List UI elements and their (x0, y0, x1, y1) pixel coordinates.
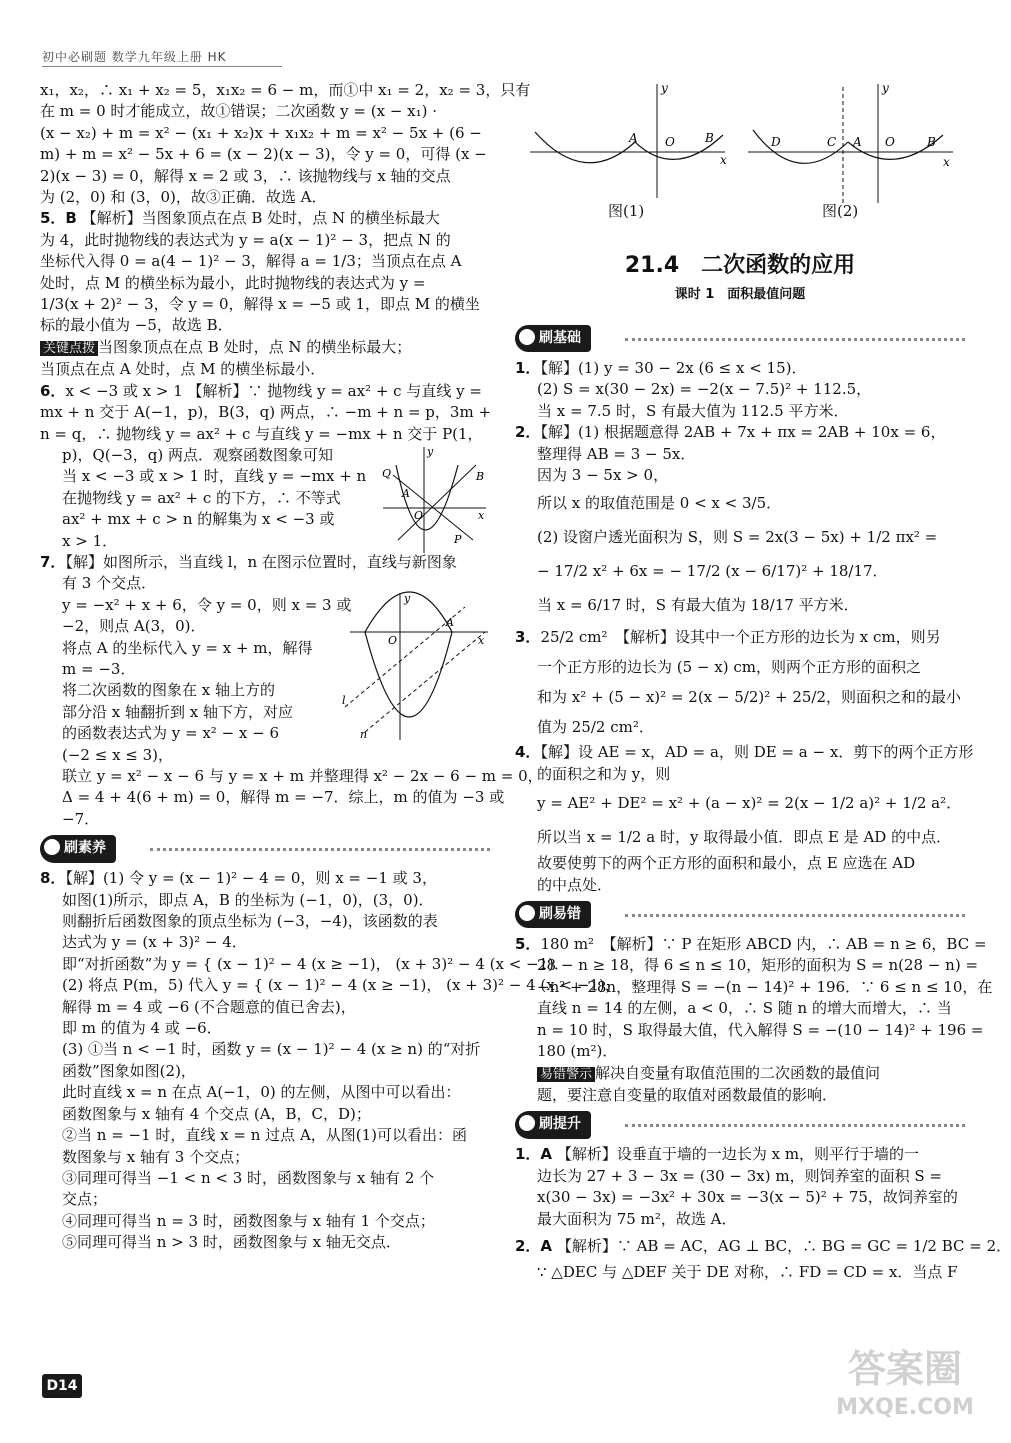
dotted-divider (625, 914, 965, 917)
answer-number: 8． (40, 869, 66, 888)
text-line: 所以当 x = 1/2 a 时，y 取得最小值．即点 E 是 AD 的中点． (537, 828, 952, 847)
text-line: y = AE² + DE² = x² + (a − x)² = 2(x − 1/2 a)² + 1/2 a²． (537, 794, 962, 813)
text-line: x(30 − 3x) = −3x² + 30x = −3(x − 5)² + 75，故饲养室的 (537, 1188, 958, 1207)
text-line: 【解】(1) y = 30 − 2x (6 ≤ x < 15)． (540, 359, 807, 377)
section-tag: 刷易错 (515, 901, 591, 928)
fig2-label-x: x (943, 155, 950, 169)
fig1-label-y: y (661, 81, 668, 95)
text-line: 一个正方形的边长为 (5 − x) cm，则两个正方形的面积之 (537, 658, 921, 677)
figure-2 (743, 80, 955, 205)
text-line: ②当 n = −1 时，直线 x = n 过点 A，从图(1)可以看出：函 (62, 1126, 468, 1145)
dotted-divider (150, 848, 490, 851)
text-line: 则翻折后函数图象的顶点坐标为 (−3，−4)，该函数的表 (62, 912, 438, 931)
text-line: 【解析】∵ AB = AC，AG ⊥ BC，∴ BG = GC = 1/2 BC = 2． (556, 1236, 1011, 1255)
fig2-label-y: y (882, 81, 889, 95)
text-line: 【解】设 AE = x，AD = a，则 DE = a − x．剪下的两个正方形 (540, 743, 974, 762)
answer-number: 2．A (515, 1236, 553, 1255)
answer-number: 5． (515, 935, 541, 954)
text-line: 25/2 cm² 【解析】设其中一个正方形的边长为 x cm，则另 (540, 628, 941, 647)
text-line: 在 m = 0 时才能成立，故①错误；二次函数 y = (x − x₁) · (40, 102, 438, 121)
text-line: 题，要注意自变量的取值对函数最值的影响． (537, 1085, 838, 1104)
answer-number: 5．B (40, 209, 77, 228)
section-tag: 刷基础 (515, 325, 591, 352)
text-line: (2) 设窗户透光面积为 S，则 S = 2x(3 − 5x) + 1/2 πx² = (537, 528, 938, 547)
text-line: 故要使剪下的两个正方形的面积和最小，点 E 应选在 AD (537, 854, 916, 873)
figure-1-caption: 图(1) (608, 202, 645, 220)
tip-label: 易错警示 (537, 1067, 595, 1082)
text-line: m) + m = x² − 5x + 6 = (x − 2)(x − 3)，令 y = 0，可得 (x − (40, 145, 487, 164)
text-line: 180 m² 【解析】∵ P 在矩形 ABCD 内，∴ AB = n ≥ 6，BC = (540, 935, 987, 954)
text-line: 直线 n = 14 的左侧，a < 0，∴ S 随 n 的增大而增大，∴ 当 (537, 999, 952, 1018)
answer-5 (40, 208, 490, 380)
graph-label-b: B (476, 469, 485, 483)
text-line: 交点； (62, 1190, 108, 1209)
fig2-label-c: C (827, 135, 837, 149)
fig2-label-a: A (853, 135, 862, 149)
text-line: ax² + mx + c > n 的解集为 x < −3 或 (62, 510, 335, 529)
q6-graph (378, 445, 488, 555)
text-line: ∵ △DEC 与 △DEF 关于 DE 对称，∴ FD = CD = x．当点 F (537, 1262, 958, 1281)
answer-r4 (515, 742, 974, 896)
text-line: −7． (62, 809, 100, 828)
section-badge-icon (517, 1113, 537, 1133)
text-line: 【解析】设垂直于墙的一边长为 x m，则平行于墙的一 (556, 1145, 920, 1164)
answer-number: 1． (515, 359, 541, 377)
text-line: 将点 A 的坐标代入 y = x + m，解得 (62, 638, 313, 657)
text-line: 将二次函数的图象在 x 轴上方的 (62, 681, 275, 700)
text-line: 数图象与 x 轴有 3 个交点； (62, 1147, 250, 1166)
answer-7 (40, 552, 543, 830)
chapter-title: 21.4 二次函数的应用 (624, 253, 856, 278)
graph-label-x: x (478, 508, 485, 522)
text-line: ⑤同理可得当 n > 3 时，函数图象与 x 轴无交点． (62, 1233, 401, 1252)
text-line: 联立 y = x² − x − 6 与 y = x + m 并整理得 x² − 2x − 6 − m = 0， (62, 767, 543, 785)
graph-label-a: A (446, 615, 454, 629)
text-line: 解得 m = 4 或 −6 (不合题意的值已舍去)， (62, 997, 356, 1016)
q7-graph (340, 592, 490, 742)
graph-label-n: n (360, 727, 368, 741)
right-column (515, 320, 1011, 1283)
dotted-divider (625, 1124, 965, 1127)
text-line: 的函数表达式为 y = x² − x − 6 (62, 724, 280, 743)
graph-label-o: O (414, 508, 424, 522)
figure-pair (525, 80, 955, 230)
text-line: 坐标代入得 0 = a(4 − 1)² − 3，解得 a = 1/3；当顶点在点 A (40, 252, 462, 271)
answer-t1 (515, 1144, 965, 1230)
text-line: 当顶点在点 A 处时，点 M 的横坐标最小． (40, 360, 326, 379)
text-line: 【解析】当图象顶点在点 B 处时，点 N 的横坐标最大 (81, 209, 440, 228)
text-line: (3) ①当 n < −1 时，函数 y = (x − 1)² − 4 (x ≥ n) 的“对折 (62, 1040, 481, 1059)
section-jichu (515, 325, 965, 353)
running-header: 初中必刷题 数学九年级上册 HK (42, 48, 282, 67)
text-line: 1/3(x + 2)² − 3，令 y = 0，解得 x = −5 或 1，即点 M 的横坐 (40, 295, 480, 314)
text-line: 为 (2，0) 和 (3，0)，故③正确．故选 A． (40, 188, 327, 207)
text-line: 当 x = 6/17 时，S 有最大值为 18/17 平方米． (537, 596, 859, 615)
fig2-label-d: D (771, 135, 781, 149)
text-line: 所以 x 的取值范围是 0 < x < 3/5． (537, 494, 782, 513)
text-line: 的面积之和为 y，则 (537, 764, 671, 783)
watermark-text: 答案圈 (847, 1347, 962, 1391)
text-line: 和为 x² + (5 − x)² = 2(x − 5/2)² + 25/2，则面积之和的最小 (537, 688, 962, 707)
answer-r2 (515, 422, 965, 622)
graph-label-l: l (342, 693, 346, 707)
fig1-label-x: x (720, 153, 727, 167)
section-tisheng (515, 1111, 965, 1139)
graph-label-x: x (478, 633, 485, 647)
text-line: 此时直线 x = n 在点 A(−1，0) 的左侧，从图中可以看出： (62, 1083, 461, 1102)
answer-r1 (515, 358, 965, 422)
text-line: x₁，x₂，∴ x₁ + x₂ = 5，x₁x₂ = 6 − m，而①中 x₁ = 2，x₂ = 3，只有 (40, 81, 531, 99)
text-line: m = −3． (62, 659, 136, 678)
text-line: p)，Q(−3，q) 两点．观察函数图象可知 (62, 445, 333, 464)
text-line: 有 3 个交点． (62, 574, 157, 593)
figure-2-caption: 图(2) (822, 202, 859, 220)
text-line: (x − x₂) + m = x² − (x₁ + x₂)x + x₁x₂ + m = x² − 5x + (6 − (40, 123, 482, 142)
figure-1 (525, 80, 730, 200)
graph-label-p: P (454, 532, 462, 546)
text-line: y = −x² + x + 6，令 y = 0，则 x = 3 或 (62, 595, 352, 614)
text-line: x > 1． (62, 531, 118, 550)
answer-r3 (515, 622, 965, 742)
text-line: 如图(1)所示，即点 A，B 的坐标为 (−1，0)，(3，0)． (62, 890, 434, 909)
text-line: −n² + 28n，整理得 S = −(n − 14)² + 196．∵ 6 ≤ n ≤ 10，在 (537, 977, 993, 996)
text-line: 整理得 AB = 3 − 5x． (537, 444, 696, 463)
answer-6 (40, 381, 490, 552)
text-line: x < −3 或 x > 1 【解析】∵ 抛物线 y = ax² + c 与直线 y = (65, 381, 482, 400)
page-number: D14 (42, 1374, 82, 1398)
section-yicuo (515, 901, 965, 929)
section-suyang (40, 835, 490, 863)
answer-number: 6． (40, 381, 66, 400)
text-line: ③同理可得当 −1 < n < 3 时，函数图象与 x 轴有 2 个 (62, 1168, 435, 1187)
graph-label-y: y (404, 591, 411, 605)
text-line: 180 (m²)． (537, 1042, 618, 1061)
section-badge-icon (517, 327, 537, 347)
text-line: mx + n 交于 A(−1，p)，B(3，q) 两点，∴ −m + n = p，3m + (40, 403, 492, 422)
text-line: 部分沿 x 轴翻折到 x 轴下方，对应 (62, 702, 293, 721)
text-line: Δ = 4 + 4(6 + m) = 0，解得 m = −7．综上，m 的值为 −3 或 (62, 788, 505, 807)
section-badge-icon (42, 837, 62, 857)
text-line: 的中点处． (537, 875, 613, 894)
text-line: n = q，∴ 抛物线 y = ax² + c 与直线 y = −mx + n 交于 P(1， (40, 424, 483, 443)
text-line: −2，则点 A(3，0)． (62, 617, 206, 636)
answer-number: 3． (515, 628, 541, 647)
text-line: (2) S = x(30 − 2x) = −2(x − 7.5)² + 112.5， (537, 380, 872, 399)
graph-label-a: A (402, 486, 410, 500)
text-line: 当 x < −3 或 x > 1 时，直线 y = −mx + n (62, 467, 367, 486)
fig1-label-a: A (629, 131, 638, 145)
graph-label-q: Q (382, 466, 392, 480)
section-badge-icon (517, 903, 537, 923)
section-tag: 刷素养 (40, 835, 116, 862)
text-line: (2) 将点 P(m，5) 代入 y = { (x − 1)² − 4 (x ≥ −1)， (x + 3)² − 4 (x < −1)， (62, 976, 620, 995)
text-line: n = 10 时，S 取得最大值，代入解得 S = −(10 − 14)² + 196 = (537, 1020, 984, 1039)
text-line: 当 x = 7.5 时，S 有最大值为 112.5 平方米． (537, 401, 849, 420)
watermark-logo (820, 1345, 990, 1435)
text-line: 标的最小值为 −5，故选 B． (40, 316, 233, 335)
answer-r5 (515, 934, 993, 1106)
text-line: ④同理可得当 n = 3 时，函数图象与 x 轴有 1 个交点； (62, 1211, 435, 1230)
graph-label-o: O (388, 633, 398, 647)
text-line: 【解】(1) 令 y = (x − 1)² − 4 = 0，则 x = −1 或 3， (65, 869, 437, 888)
fig1-label-b: B (705, 131, 714, 145)
prev-answer-continuation (40, 80, 531, 208)
text-line: 为 4，此时抛物线的表达式为 y = a(x − 1)² − 3，把点 N 的 (40, 230, 451, 249)
text-line: (−2 ≤ x ≤ 3)， (62, 745, 174, 764)
text-line: 因为 3 − 5x > 0， (537, 466, 669, 485)
fig2-label-o: O (885, 135, 895, 149)
text-line: 即 m 的值为 4 或 −6． (62, 1019, 222, 1038)
text-line: 边长为 27 + 3 − 3x = (30 − 3x) m，则饲养室的面积 S = (537, 1166, 942, 1185)
watermark-url: MXQE.COM (836, 1395, 974, 1420)
text-line: 函数”图象如图(2)， (62, 1061, 196, 1080)
text-line: 处时，点 M 的横坐标为最小，此时抛物线的表达式为 y = (40, 273, 426, 292)
text-line: 【解】如图所示，当直线 l，n 在图示位置时，直线与新图象 (65, 552, 457, 571)
text-line: − 17/2 x² + 6x = − 17/2 (x − 6/17)² + 18/17． (537, 562, 888, 581)
text-line: 达式为 y = (x + 3)² − 4． (62, 933, 247, 952)
fig1-label-o: O (665, 135, 675, 149)
answer-number: 7． (40, 552, 66, 571)
text-line: 【解】(1) 根据题意得 2AB + 7x + πx = 2AB + 10x = 6， (540, 423, 946, 442)
text-line: 值为 25/2 cm²． (537, 718, 654, 737)
answer-number: 2． (515, 423, 541, 442)
text-line: 函数图象与 x 轴有 4 个交点 (A，B，C，D)； (62, 1104, 371, 1123)
tip-label: 关键点拨 (40, 341, 98, 356)
dotted-divider (625, 338, 965, 341)
text-line: 在抛物线 y = ax² + c 的下方，∴ 不等式 (62, 488, 341, 507)
answer-t2 (515, 1230, 1011, 1283)
text-line: 当图象顶点在点 B 处时，点 N 的横坐标最大； (98, 337, 412, 356)
text-line: 2)(x − 3) = 0，解得 x = 2 或 3，∴ 该抛物线与 x 轴的交点 (40, 166, 451, 185)
text-line: 最大面积为 75 m²，故选 A． (537, 1209, 737, 1228)
lesson-title: 课时 1 面积最值问题 (674, 287, 806, 302)
text-line: 28 − n ≥ 18，得 6 ≤ n ≤ 10，矩形的面积为 S = n(28 − n) = (537, 956, 979, 975)
fig2-label-b: B (927, 135, 936, 149)
answer-number: 4． (515, 743, 541, 762)
graph-label-y: y (427, 444, 434, 458)
text-line: 即“对折函数”为 y = { (x − 1)² − 4 (x ≥ −1)， (x + 3)² − 4 (x < −1)． (62, 954, 570, 973)
text-line: 解决自变量有取值范围的二次函数的最值问 (595, 1063, 881, 1082)
answer-number: 1．A (515, 1145, 553, 1164)
section-tag: 刷提升 (515, 1111, 591, 1138)
